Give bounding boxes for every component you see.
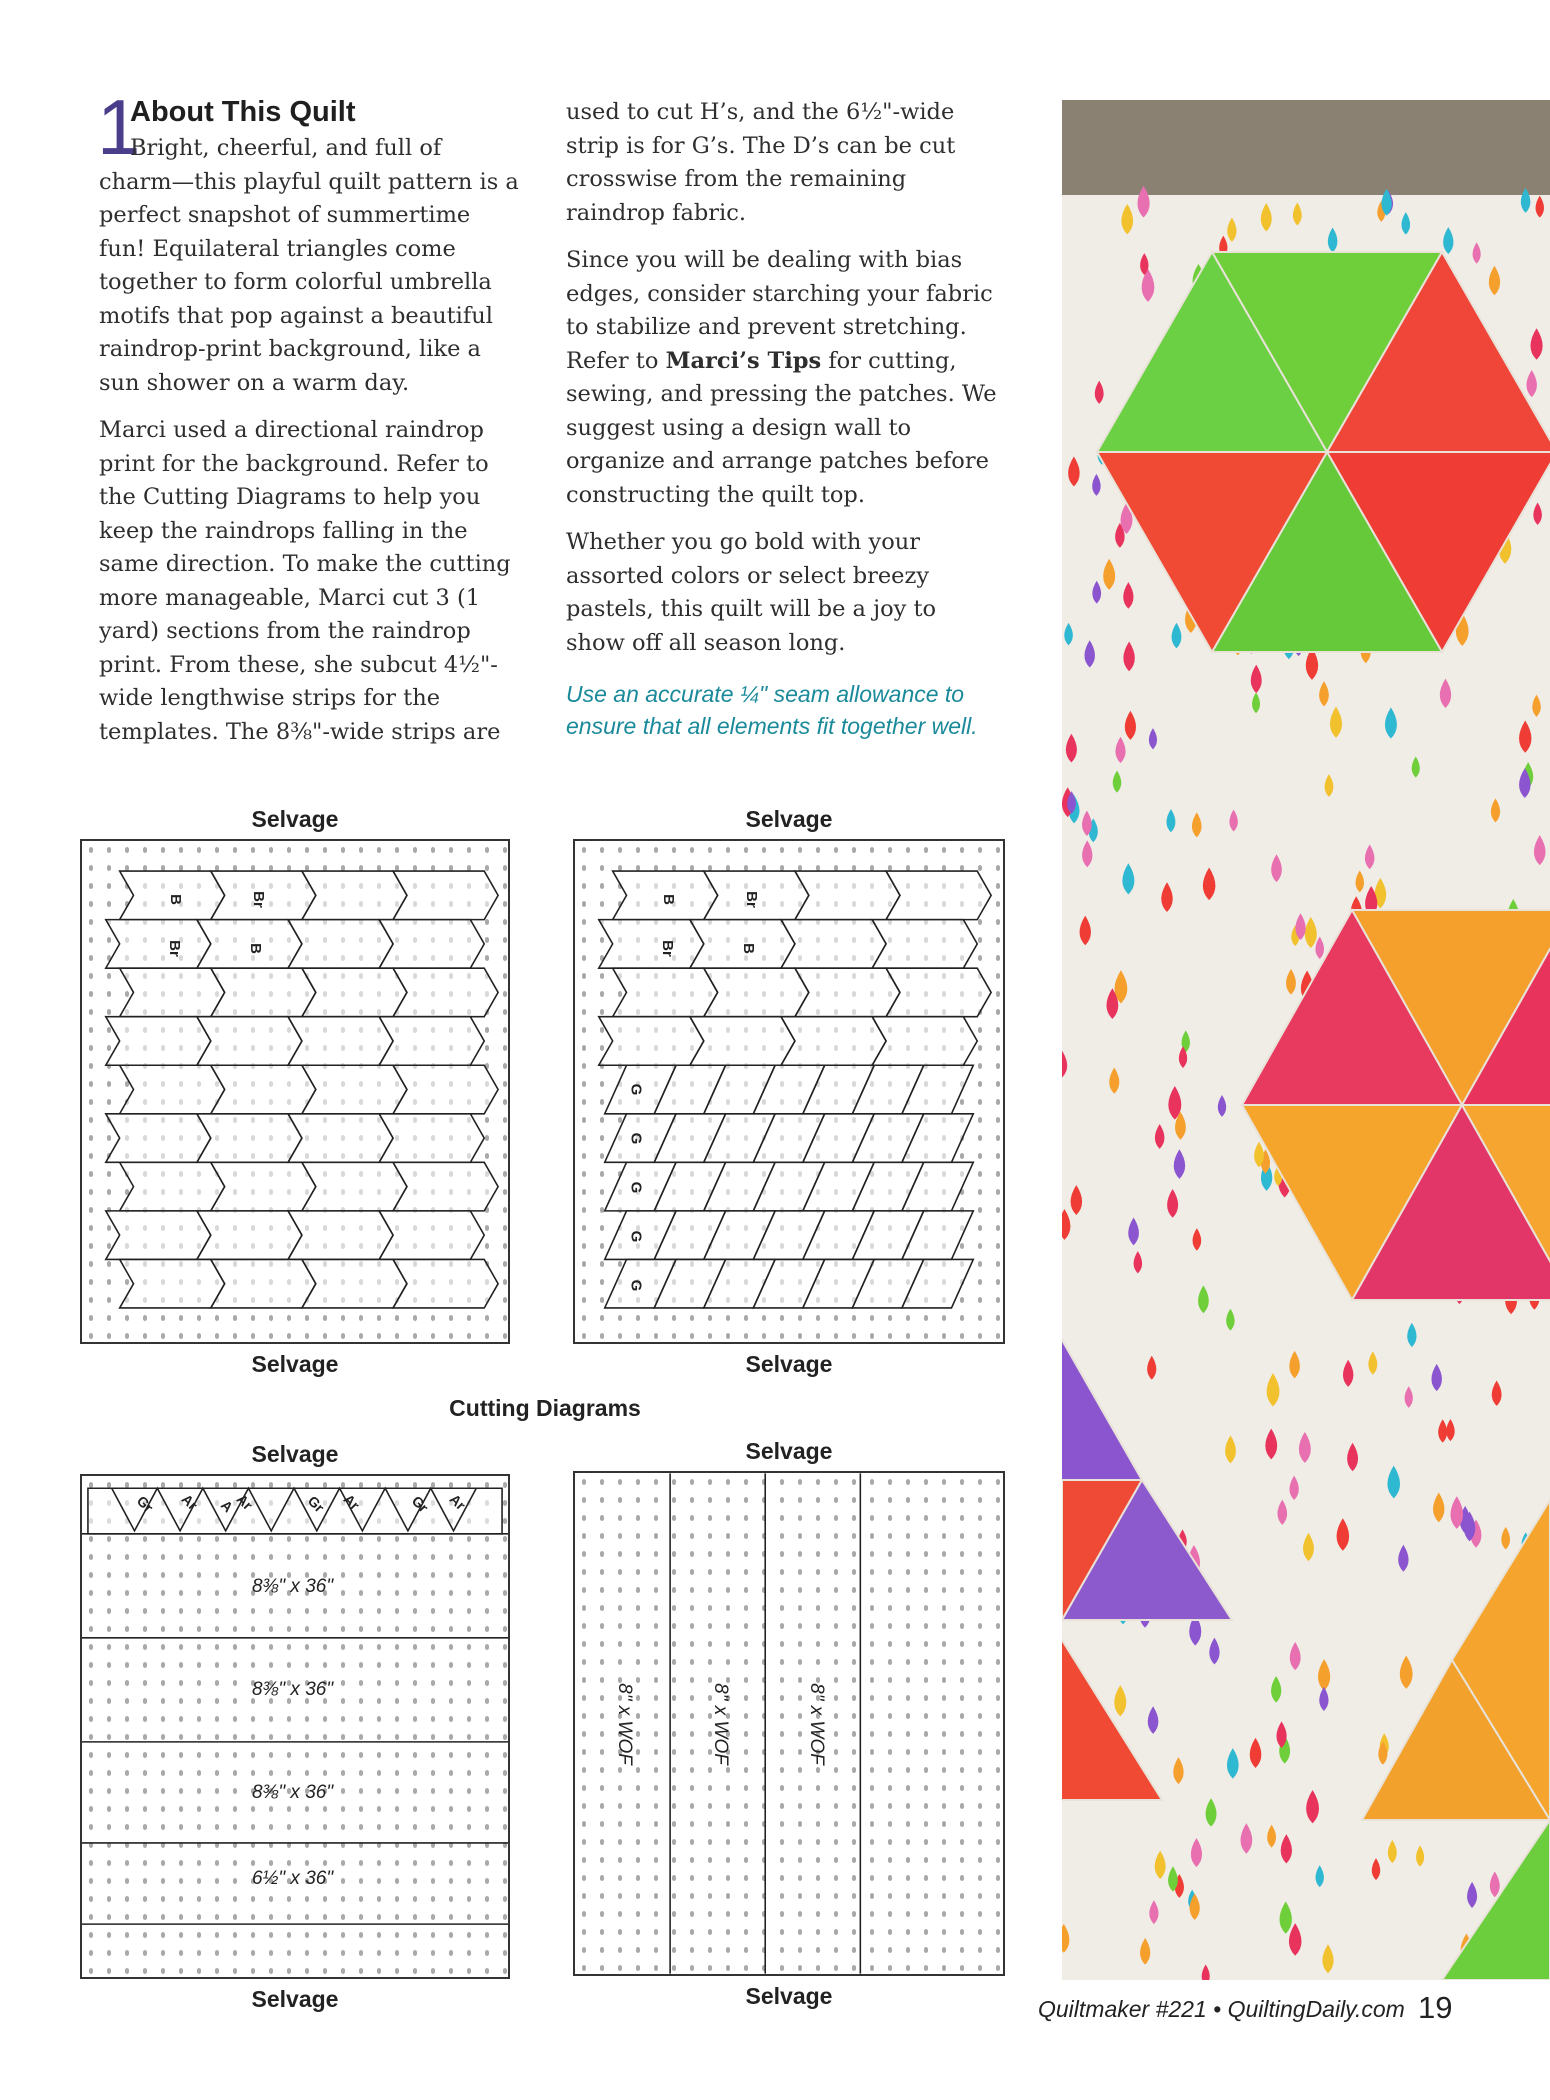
cutting-diagram-2 (573, 839, 1005, 1344)
hexagon-patch (613, 968, 718, 1017)
hexagon-patch (120, 1259, 225, 1308)
hexagon-patch (795, 871, 900, 920)
patch-label-g: G (627, 1132, 645, 1145)
column-2 (566, 96, 998, 742)
patch-label-g: G (627, 1230, 645, 1243)
selvage-label-d1-top: Selvage (251, 806, 339, 832)
background-paragraph: Marci used a directional raindrop print for the background. Refer to the Cutting Diagrams to help you keep the raindrops falling in the same direction. To make the cutting more manageable, Marci cut 3 (1 yard) sections from the raindrop print. From these, she subcut 4½"-wide lengthwise strips for the templates. The 8⅜"-wide strips are (99, 417, 511, 745)
patch-label-ar: Ar (178, 1490, 201, 1514)
diagram-1-shapes (82, 841, 508, 1342)
hexagon-patch (288, 1114, 393, 1163)
hexagon-patch (197, 1211, 302, 1260)
selvage-label-d2-top: Selvage (745, 806, 833, 832)
patch-label-a: A (217, 1496, 237, 1516)
photo-backdrop (1062, 100, 1550, 195)
intro-paragraph: Bright, cheerful, and full of charm—this playful quilt pattern is a perfect snapshot of summertime fun! Equilateral triangles come together to form colorful umbrella motifs that pop against a beautiful raindrop-print background, like a sun shower on a warm day. (99, 135, 519, 396)
hexagon-patch (302, 1259, 407, 1308)
template-strip (88, 1488, 502, 1534)
hexagon-patch (106, 1211, 211, 1260)
hexagon-patch (106, 920, 211, 969)
page-number: 19 (1418, 1990, 1453, 2025)
strip-measurement: 8⅜" x 36" (252, 1782, 334, 1803)
selvage-label-d3-top: Selvage (251, 1441, 339, 1467)
hexagon-patch (704, 968, 809, 1017)
patch-label-br: Br (165, 940, 183, 957)
patch-label-b: B (739, 943, 757, 954)
hexagon-patch (211, 968, 316, 1017)
hexagon-patch (393, 1162, 498, 1211)
patch-label-ar: Ar (446, 1490, 469, 1514)
hexagon-patch (120, 1162, 225, 1211)
hexagon-patch (302, 1162, 407, 1211)
hexagon-patch (211, 1259, 316, 1308)
strip-measurement: 6½" x 36" (252, 1868, 334, 1889)
hexagon-patch (393, 1065, 498, 1114)
diagram-3-shapes (82, 1476, 508, 1977)
hexagon-patch (302, 871, 407, 920)
strip-measurement: 8" x WOF (709, 1683, 731, 1765)
patch-label-br: Br (742, 891, 760, 908)
quilt-photo (1062, 100, 1550, 1980)
strip-measurement: 8" x WOF (805, 1683, 827, 1765)
patch-label-b: B (166, 894, 184, 905)
quilt-photo-art (1062, 100, 1550, 1980)
strip-measurement: 8" x WOF (613, 1683, 635, 1765)
cutting-diagrams-caption: Cutting Diagrams (449, 1395, 641, 1421)
hexagon-patch (106, 1114, 211, 1163)
cutting-diagram-1 (80, 839, 510, 1344)
hexagon-patch (197, 1114, 302, 1163)
cutting-diagram-4 (573, 1471, 1005, 1976)
hexagon-patch (886, 968, 991, 1017)
hexagon-patch (393, 968, 498, 1017)
step-number: 1 (97, 83, 141, 171)
patch-label-g: G (627, 1279, 645, 1292)
patch-label-b: B (246, 943, 264, 954)
patch-label-ar: Ar (233, 1490, 256, 1514)
hexagon-patch (211, 1162, 316, 1211)
hexagon-patch (197, 1017, 302, 1066)
hexagon-patch (211, 1065, 316, 1114)
hexagon-patch (886, 871, 991, 920)
hexagon-patch (781, 1017, 886, 1066)
patch-label-b: B (659, 894, 677, 905)
patch-label-br: Br (658, 940, 676, 957)
hexagon-patch (302, 1065, 407, 1114)
selvage-label-d2-bottom: Selvage (745, 1351, 833, 1377)
patch-label-gr: Gr (133, 1492, 157, 1516)
hexagon-patch (288, 1017, 393, 1066)
hexagon-patch (393, 871, 498, 920)
column-1 (99, 96, 519, 763)
strip-measurement: 8⅜" x 36" (252, 1679, 334, 1700)
hexagon-patch (872, 920, 977, 969)
hexagon-patch (106, 1017, 211, 1066)
hexagon-patch (599, 1017, 704, 1066)
hexagon-patch (379, 920, 484, 969)
selvage-label-d4-top: Selvage (745, 1438, 833, 1464)
hexagon-patch (599, 920, 704, 969)
patch-label-ar: Ar (340, 1490, 363, 1514)
hexagon-patch (872, 1017, 977, 1066)
hexagon-patch (302, 968, 407, 1017)
hexagon-patch (379, 1017, 484, 1066)
cutting-paragraph: used to cut H’s, and the 6½"-wide strip is for G’s. The D’s can be cut crosswise from the remaining raindrop fabric. (566, 99, 956, 226)
strip-measurement: 8⅜" x 36" (252, 1576, 334, 1597)
hexagon-patch (781, 920, 886, 969)
hexagon-patch (795, 968, 900, 1017)
cutting-diagram-3 (80, 1474, 510, 1979)
marcis-tips-ref: Marci’s Tips (665, 347, 822, 374)
bias-paragraph: Since you will be dealing with bias edges, consider starching your fabric to stabilize and prevent stretching. Refer to Marci’s Tips for cutting, sewing, and pressing the patches. We suggest using a design wall to organize and arrange patches before constructing the quilt top. (566, 247, 997, 508)
patch-label-gr: Gr (304, 1492, 328, 1516)
article-heading: About This Quilt (130, 96, 356, 128)
selvage-label-d4-bottom: Selvage (745, 1983, 833, 2009)
hexagon-patch (288, 1211, 393, 1260)
seam-tip: Use an accurate ¼" seam allowance to ensure that all elements fit together well. (566, 681, 978, 739)
patch-label-gr: Gr (408, 1492, 432, 1516)
hexagon-patch (120, 968, 225, 1017)
closing-paragraph: Whether you go bold with your assorted colors or select breezy pastels, this quilt will be a joy to show off all season long. (566, 529, 937, 656)
hexagon-patch (379, 1211, 484, 1260)
selvage-label-d1-bottom: Selvage (251, 1351, 339, 1377)
diagram-4-shapes (575, 1473, 1003, 1974)
publication-footer: Quiltmaker #221 • QuiltingDaily.com (1038, 1996, 1405, 2022)
hexagon-patch (288, 920, 393, 969)
selvage-label-d3-bottom: Selvage (251, 1986, 339, 2012)
hexagon-patch (393, 1259, 498, 1308)
hexagon-patch (690, 1017, 795, 1066)
hexagon-patch (379, 1114, 484, 1163)
patch-label-g: G (627, 1083, 645, 1096)
hexagon-patch (120, 1065, 225, 1114)
patch-label-br: Br (249, 891, 267, 908)
patch-label-g: G (627, 1181, 645, 1194)
